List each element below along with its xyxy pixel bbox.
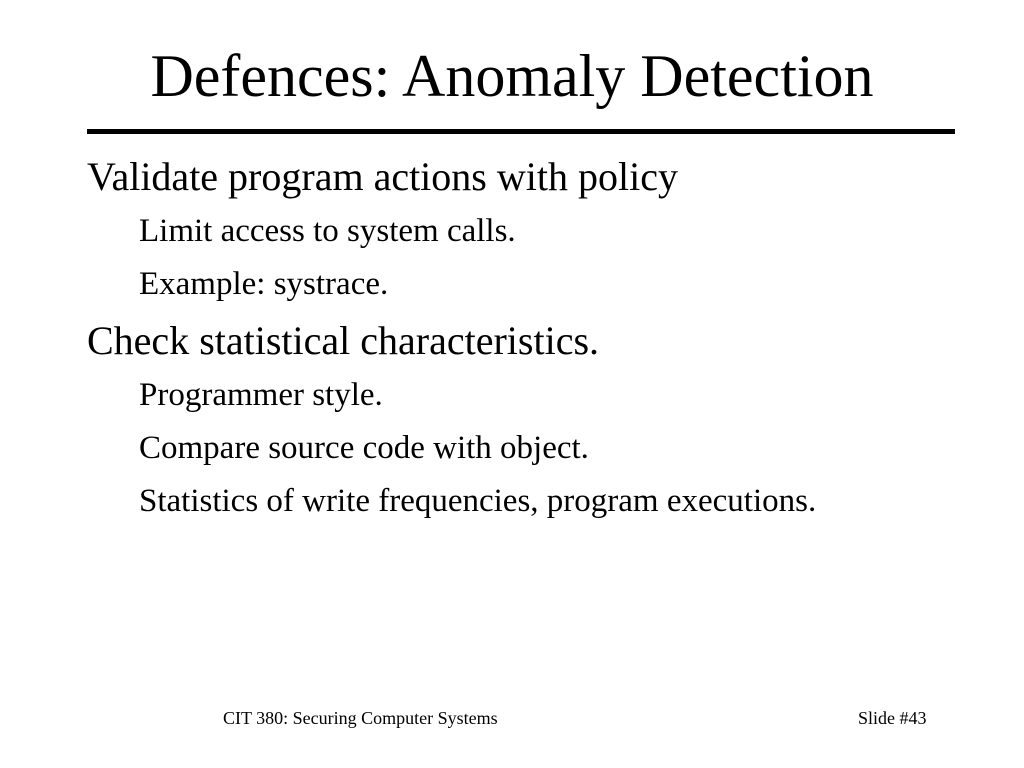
slide-title: Defences: Anomaly Detection <box>150 43 874 109</box>
footer-slide-number: Slide #43 <box>858 708 927 728</box>
sub-bullet-programmer-style: Programmer style. <box>139 377 383 413</box>
sub-bullet-write-frequency-statistics: Statistics of write frequencies, program executions. <box>139 483 817 519</box>
title-divider <box>87 129 955 134</box>
footer-course-title: CIT 380: Securing Computer Systems <box>223 708 498 728</box>
bullet-validate-program-actions: Validate program actions with policy <box>87 154 678 199</box>
slide-body <box>87 148 957 529</box>
sub-bullet-limit-system-calls: Limit access to system calls. <box>139 213 516 249</box>
sub-bullet-example-systrace: Example: systrace. <box>139 266 389 302</box>
sub-bullet-compare-source-object: Compare source code with object. <box>139 430 589 466</box>
bullet-check-statistical-characteristics: Check statistical characteristics. <box>87 318 600 363</box>
